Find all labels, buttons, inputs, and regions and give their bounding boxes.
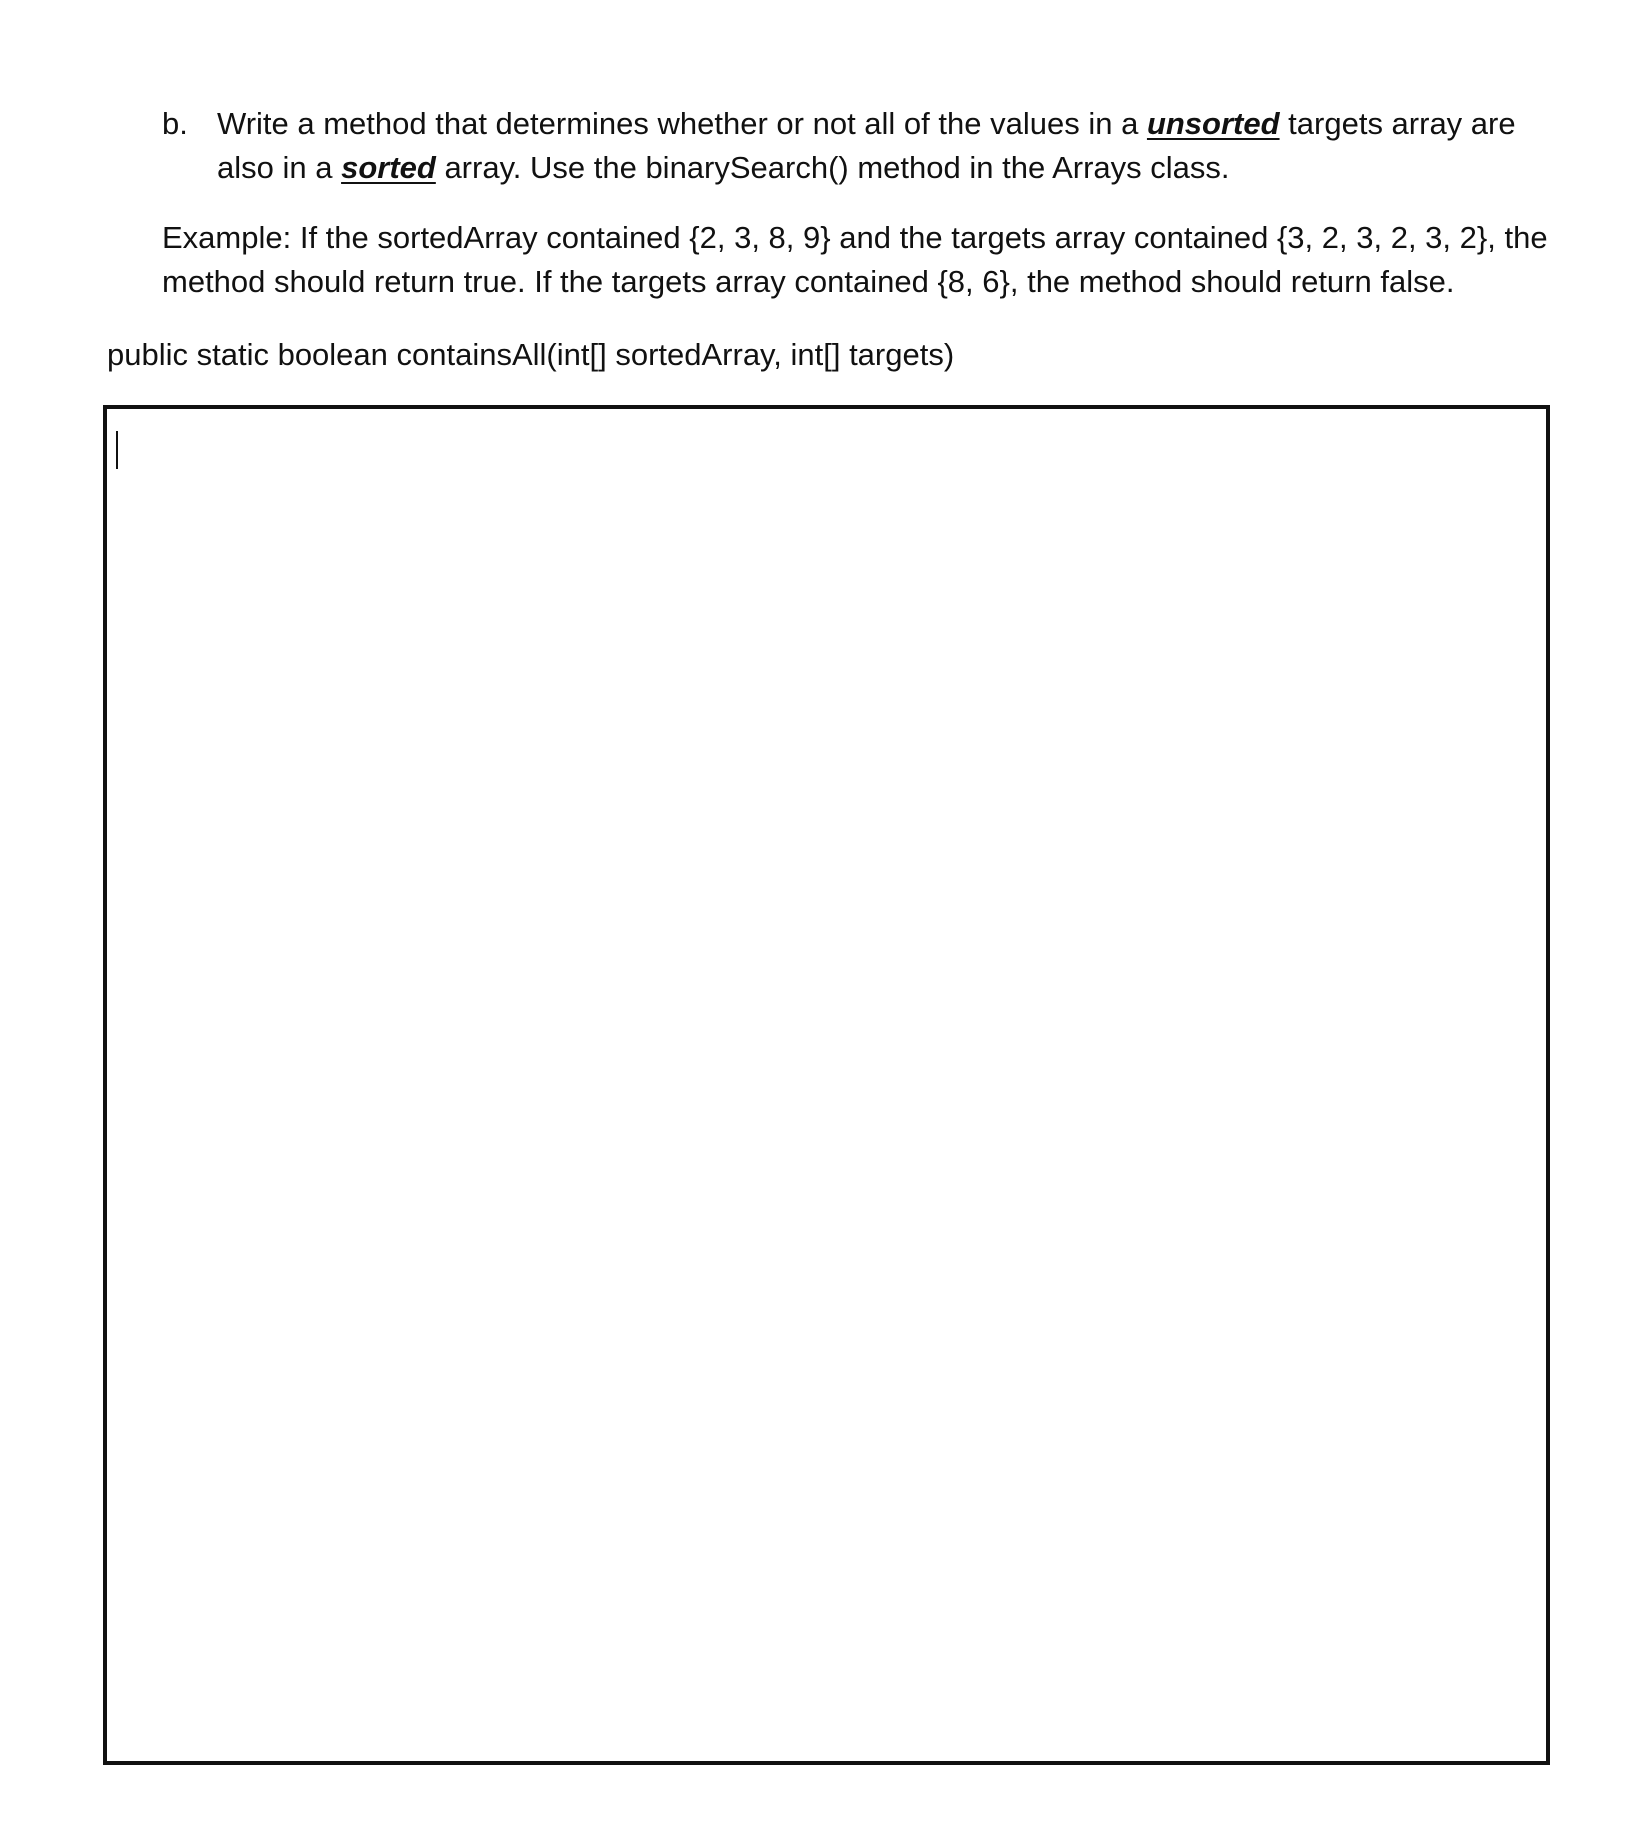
question-text-part-2: targets array are also in a: [217, 106, 1516, 185]
example-paragraph: Example: If the sortedArray contained {2, 3, 8, 9} and the targets array contained {3, 2, 3, 2, 3, 2}, the method should return true. If the targets array contained {8, 6}, the method should return false.: [162, 220, 1548, 299]
question-text: [217, 102, 1552, 190]
question-marker: b.: [162, 106, 188, 141]
answer-text-area[interactable]: [103, 405, 1550, 1765]
method-signature: public static boolean containsAll(int[] sortedArray, int[] targets): [107, 337, 955, 372]
question-text-part-3: array. Use the binarySearch() method in the Arrays class.: [435, 150, 1230, 185]
emphasis-sorted: sorted: [341, 150, 436, 185]
emphasis-unsorted: unsorted: [1146, 106, 1280, 141]
text-cursor: [116, 431, 118, 469]
question-text-part-1: Write a method that determines whether or not all of the values in a: [217, 106, 1147, 141]
